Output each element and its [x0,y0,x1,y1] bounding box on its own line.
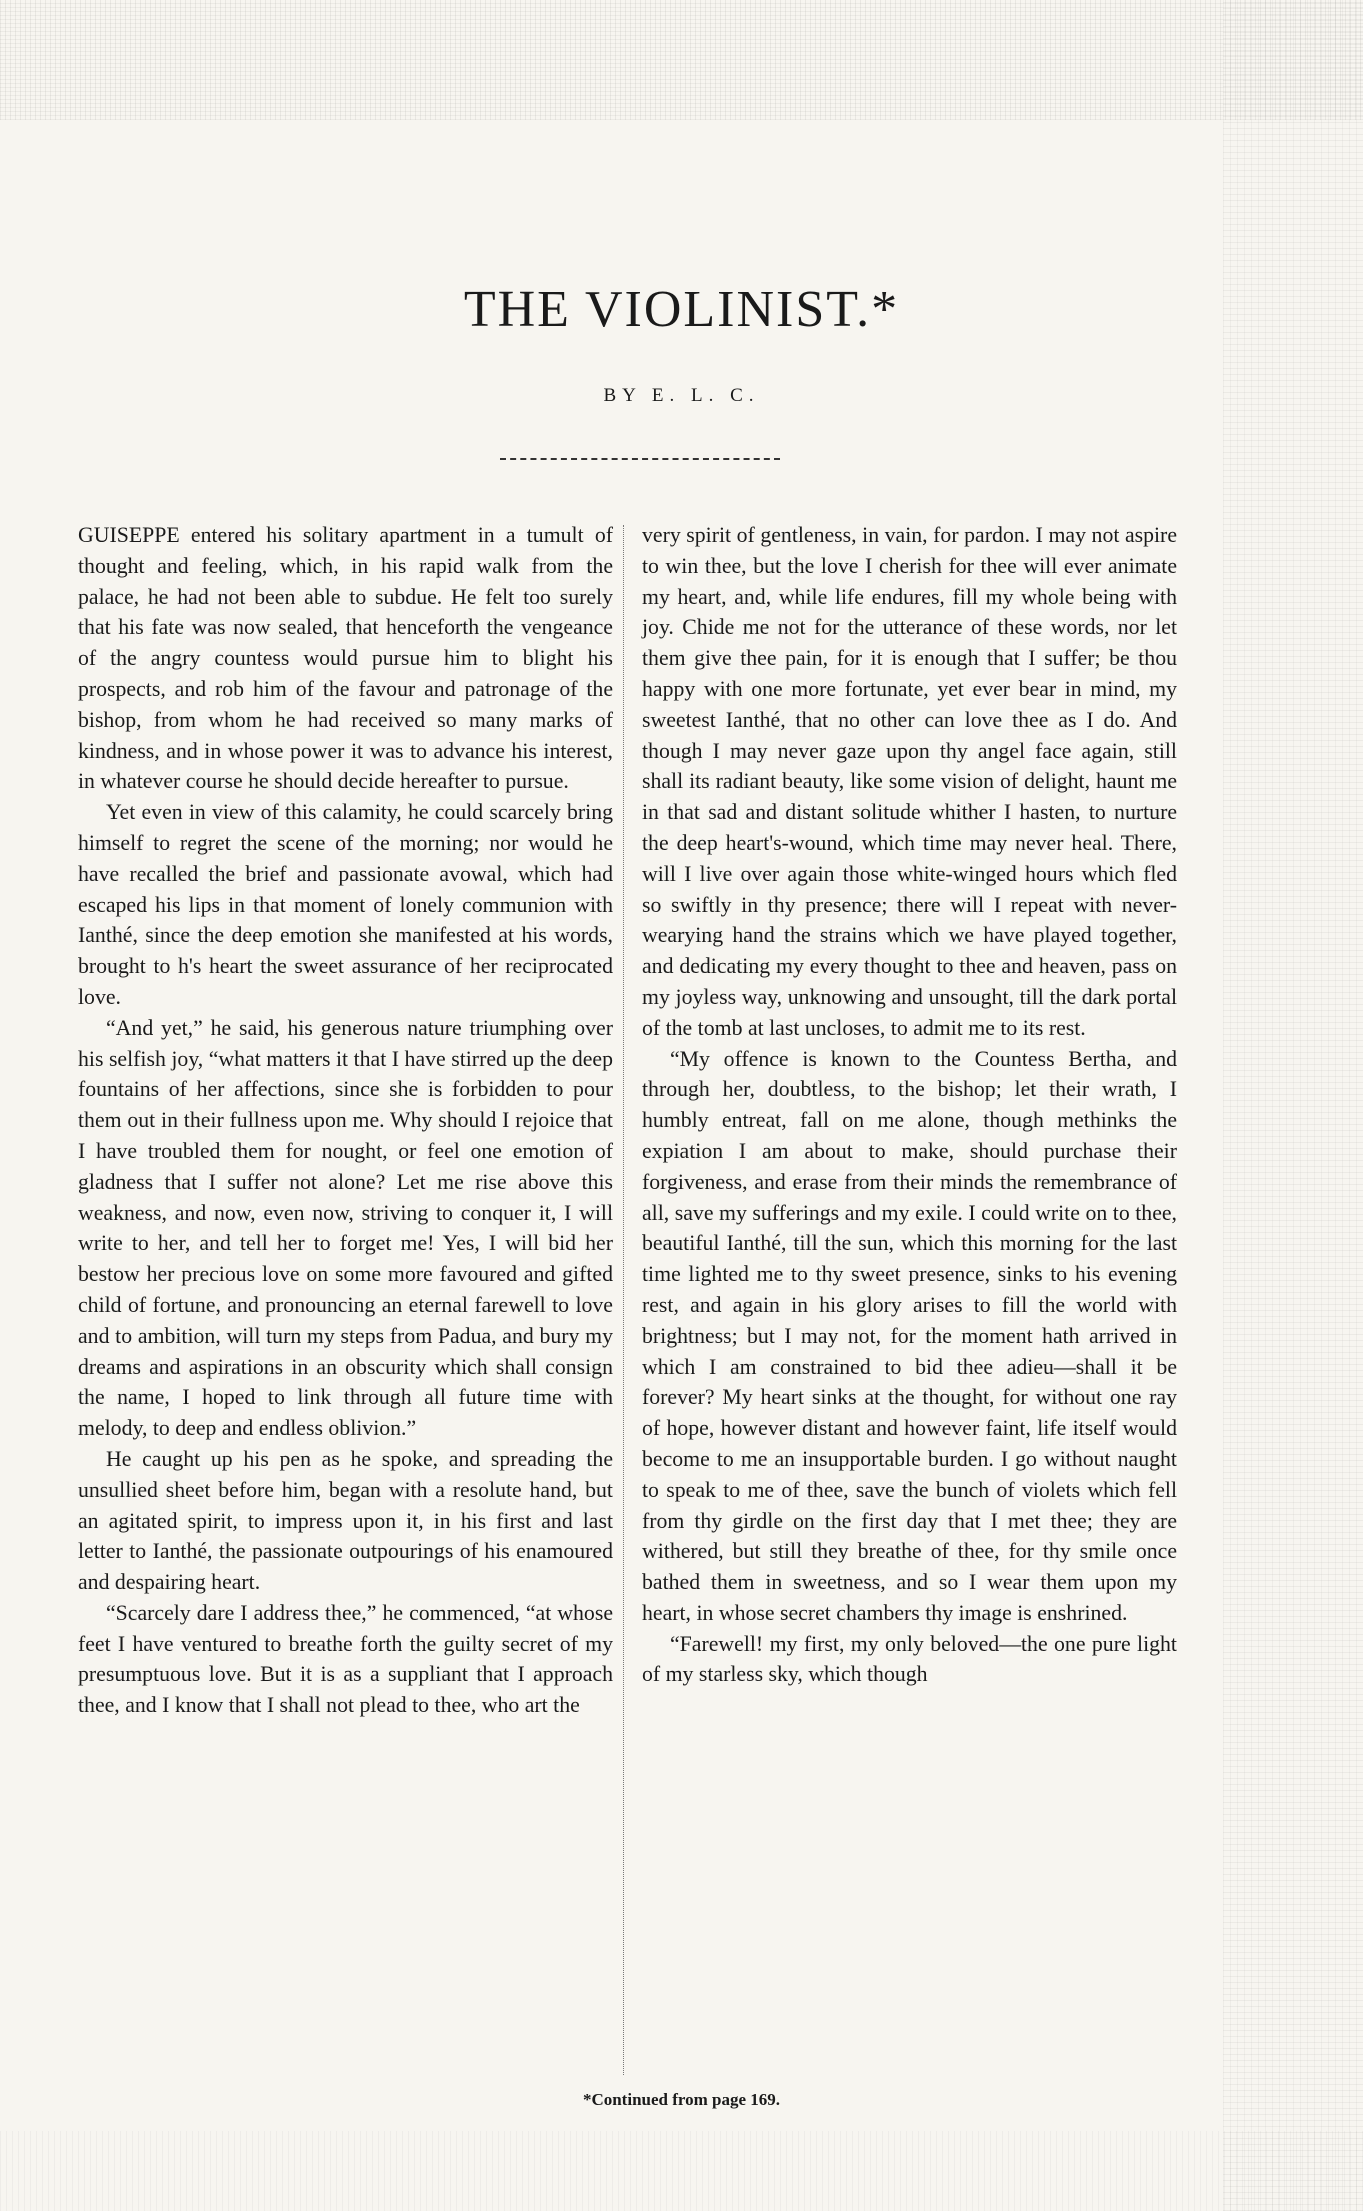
column-divider [623,525,624,2075]
paragraph: “Scarcely dare I address thee,” he commenced, “at whose feet I have ventured to breathe forth the guilty secret of my presumptuous love. But it is as a suppliant that I approach thee, and I know that I shall not plead to thee, who art the [78,1600,613,1718]
paragraph: He caught up his pen as he spoke, and spreading the unsullied sheet before him, began with a resolute hand, but an agitated spirit, to impress upon it, in his first and last letter to Ianthé, the passionate outpourings of his enamoured and despairing heart. [78,1446,613,1595]
paragraph: GUISEPPE entered his solitary apartment in a tumult of thought and feeling, which, in his rapid walk from the palace, he had not been able to subdue. He felt too surely that his fate was now sealed, that henceforth the vengeance of the angry countess would pursue him to blight his prospects, and rob him of the favour and patronage of the bishop, from whom he had received so many marks of kindness, and in whose power it was to advance his interest, in whatever course he should decide hereafter to pursue. [78,523,613,794]
paragraph: “And yet,” he said, his generous nature triumphing over his selfish joy, “what matters it that I have stirred up the deep fountains of her affections, since she is forbidden to pour them out in their fullness upon me. Why should I rejoice that I have troubled them for nought, or feel one emotion of gladness that I suffer not alone? Let me rise above this weakness, and now, even now, striving to conquer it, I will write to her, and tell her to forget me! Yes, I will bid her bestow her precious love on some more favoured and gifted child of fortune, and pronouncing an eternal farewell to love and to ambition, will turn my steps from Padua, and bury my dreams and aspirations in an obscurity which shall consign the name, I hoped to link through all future time with melody, to deep and endless oblivion.” [78,1015,613,1441]
scan-noise-top [0,0,1363,120]
footnote: *Continued from page 169. [582,2090,781,2109]
scan-noise-bottom [0,2131,1363,2211]
paragraph: “My offence is known to the Countess Bertha, and through her, doubtless, to the bishop; let their wrath, I humbly entreat, fall on me alone, though methinks the expiation I am about to make, should purchase their forgiveness, and erase from their minds the remembrance of all, save my sufferings and my exile. I could write on to thee, beautiful Ianthé, till the sun, which this morning for the last time lighted me to thy sweet presence, sinks to his evening rest, and again in his glory arises to fill the world with brightness; but I may not, for the moment hath arrived in which I am constrained to bid thee adieu—shall it be forever? My heart sinks at the thought, for without one ray of hope, however distant and however faint, life itself would become to me an insupportable burden. I go without naught to speak to me of thee, save the bunch of violets which fell from thy girdle on the first day that I met thee; they are withered, but still they breathe of thee, for thy smile once bathed them in sweetness, and so I wear them upon my heart, in whose secret chambers thy image is enshrined. [642,1046,1177,1625]
title-rule [500,458,780,460]
article-title: THE VIOLINIST.* [463,281,900,338]
left-column [78,520,613,1721]
paragraph: Yet even in view of this calamity, he could scarcely bring himself to regret the scene of the morning; nor would he have recalled the brief and passionate avowal, which had escaped his lips in that moment of lonely communion with Ianthé, since the deep emotion she manifested at his words, brought to h's heart the sweet assurance of her reciprocated love. [78,800,613,1009]
right-column [642,520,1177,1690]
paragraph: very spirit of gentleness, in vain, for pardon. I may not aspire to win thee, but the love I cherish for thee will ever animate my heart, and, while life endures, fill my whole being with joy. Chide me not for the utterance of these words, nor let them give thee pain, for it is enough that I suffer; be thou happy with one more fortunate, yet ever bear in mind, my sweetest Ianthé, that no other can love thee as I do. And though I may never gaze upon thy angel face again, still shall its radiant beauty, like some vision of delight, haunt me in that sad and distant solitude whither I hasten, to nurture the deep heart's-wound, which time may never heal. There, will I live over again those white-winged hours which fled so swiftly in thy presence; there will I repeat with never-wearying hand the strains which we have played together, and dedicating my every thought to thee and heaven, pass on my joyless way, unknowing and unsought, till the dark portal of the tomb at last uncloses, to admit me to its rest. [642,523,1177,1040]
article-byline: BY E. L. C. [603,385,760,406]
paragraph: “Farewell! my first, my only beloved—the one pure light of my starless sky, which though [642,1631,1177,1687]
